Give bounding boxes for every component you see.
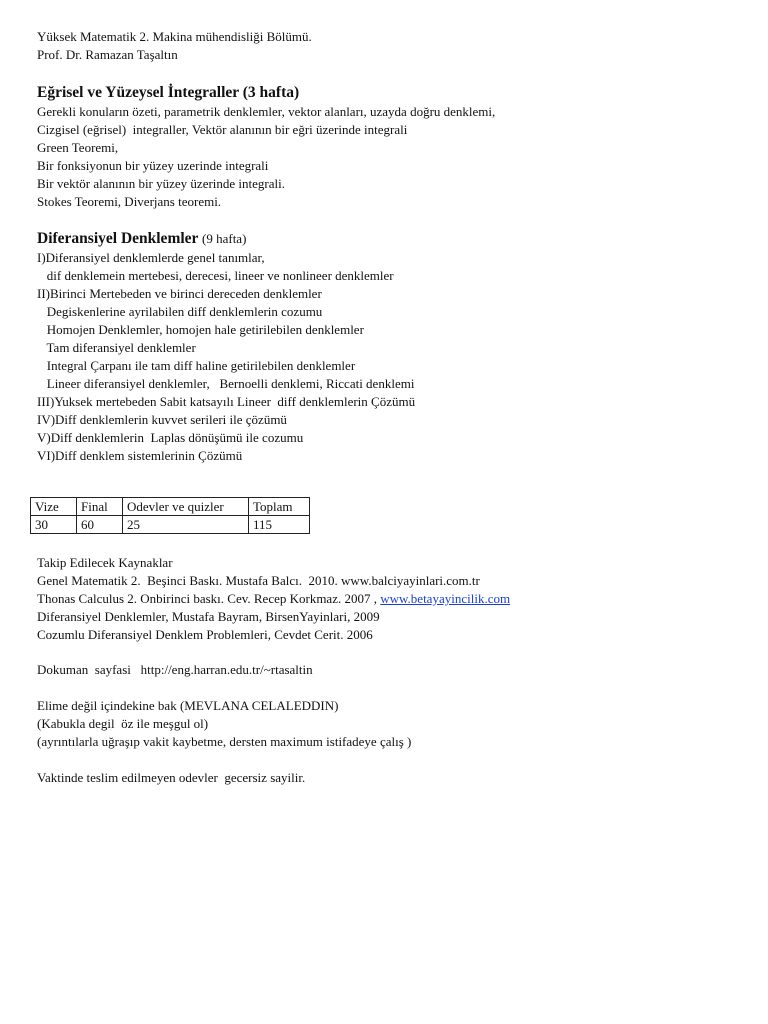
grade-header-cell: Final	[77, 498, 123, 516]
grade-header-cell: Toplam	[249, 498, 310, 516]
section2-line: Integral Çarpanı ile tam diff haline getirilebilen denklemler	[37, 358, 356, 373]
grade-header-cell: Vize	[31, 498, 77, 516]
section1-heading: Eğrisel ve Yüzeysel İntegraller (3 hafta)	[37, 84, 300, 101]
grade-table-header-row	[31, 498, 310, 516]
course-title: Yüksek Matematik 2. Makina mühendisliği Bölümü.	[37, 29, 312, 44]
publisher-link[interactable]: www.betayayincilik.com	[380, 591, 511, 606]
section2-heading	[37, 229, 246, 248]
section2-line: III)Yuksek mertebeden Sabit katsayılı Lineer diff denklemlerin Çözümü	[37, 394, 416, 409]
grade-header-cell: Odevler ve quizler	[123, 498, 249, 516]
reference-item: Diferansiyel Denklemler, Mustafa Bayram, BirsenYayinlari, 2009	[37, 609, 380, 624]
reference-item: Cozumlu Diferansiyel Denklem Problemleri, Cevdet Cerit. 2006	[37, 627, 373, 642]
section2-line: II)Birinci Mertebeden ve birinci dereceden denklemler	[37, 286, 322, 301]
reference-item: Genel Matematik 2. Beşinci Baskı. Mustafa Balcı. 2010. www.balciyayinlari.com.tr	[37, 573, 480, 588]
grade-value-cell: 115	[249, 516, 310, 534]
grade-value-cell: 60	[77, 516, 123, 534]
section2-duration: (9 hafta)	[202, 231, 247, 246]
section2-line: Homojen Denklemler, homojen hale getirilebilen denklemler	[37, 322, 364, 337]
section2-line: Degiskenlerine ayrilabilen diff denklemlerin cozumu	[37, 304, 323, 319]
instructor-name: Prof. Dr. Ramazan Taşaltın	[37, 47, 178, 62]
document-page-url: Dokuman sayfasi http://eng.harran.edu.tr/~rtasaltin	[37, 662, 313, 677]
section2-line: VI)Diff denklem sistemlerinin Çözümü	[37, 448, 243, 463]
section1-line: Stokes Teoremi, Diverjans teoremi.	[37, 194, 222, 209]
reference-text: Thonas Calculus 2. Onbirinci baskı. Cev. Recep Korkmaz. 2007 ,	[37, 591, 381, 606]
footer-note: Vaktinde teslim edilmeyen odevler gecersiz sayilir.	[37, 770, 306, 785]
section2-line: V)Diff denklemlerin Laplas dönüşümü ile cozumu	[37, 430, 304, 445]
section2-line: I)Diferansiyel denklemlerde genel tanımlar,	[37, 250, 265, 265]
grade-value-cell: 30	[31, 516, 77, 534]
quote-line: (Kabukla degil öz ile meşgul ol)	[37, 716, 209, 731]
section1-line: Bir vektör alanının bir yüzey üzerinde integrali.	[37, 176, 285, 191]
section1-line: Cizgisel (eğrisel) integraller, Vektör alanının bir eğri üzerinde integrali	[37, 122, 408, 137]
section1-line: Green Teoremi,	[37, 140, 119, 155]
grade-table-value-row	[31, 516, 310, 534]
section2-line: Tam diferansiyel denklemler	[37, 340, 196, 355]
grade-value-cell: 25	[123, 516, 249, 534]
references-heading: Takip Edilecek Kaynaklar	[37, 555, 173, 570]
section1-line: Gerekli konuların özeti, parametrik denklemler, vektor alanları, uzayda doğru denklemi,	[37, 104, 496, 119]
section2-line: dif denklemein mertebesi, derecesi, lineer ve nonlineer denklemler	[37, 268, 394, 283]
quote-line: Elime değil içindekine bak (MEVLANA CELALEDDIN)	[37, 698, 339, 713]
section2-title: Diferansiyel Denklemler	[37, 230, 199, 247]
reference-item	[37, 590, 510, 607]
section1-line: Bir fonksiyonun bir yüzey uzerinde integrali	[37, 158, 269, 173]
grade-table	[30, 497, 310, 534]
quote-line: (ayrıntılarla uğraşıp vakit kaybetme, dersten maximum istifadeye çalış )	[37, 734, 412, 749]
section2-line: Lineer diferansiyel denklemler, Bernoelli denklemi, Riccati denklemi	[37, 376, 415, 391]
section2-line: IV)Diff denklemlerin kuvvet serileri ile çözümü	[37, 412, 287, 427]
